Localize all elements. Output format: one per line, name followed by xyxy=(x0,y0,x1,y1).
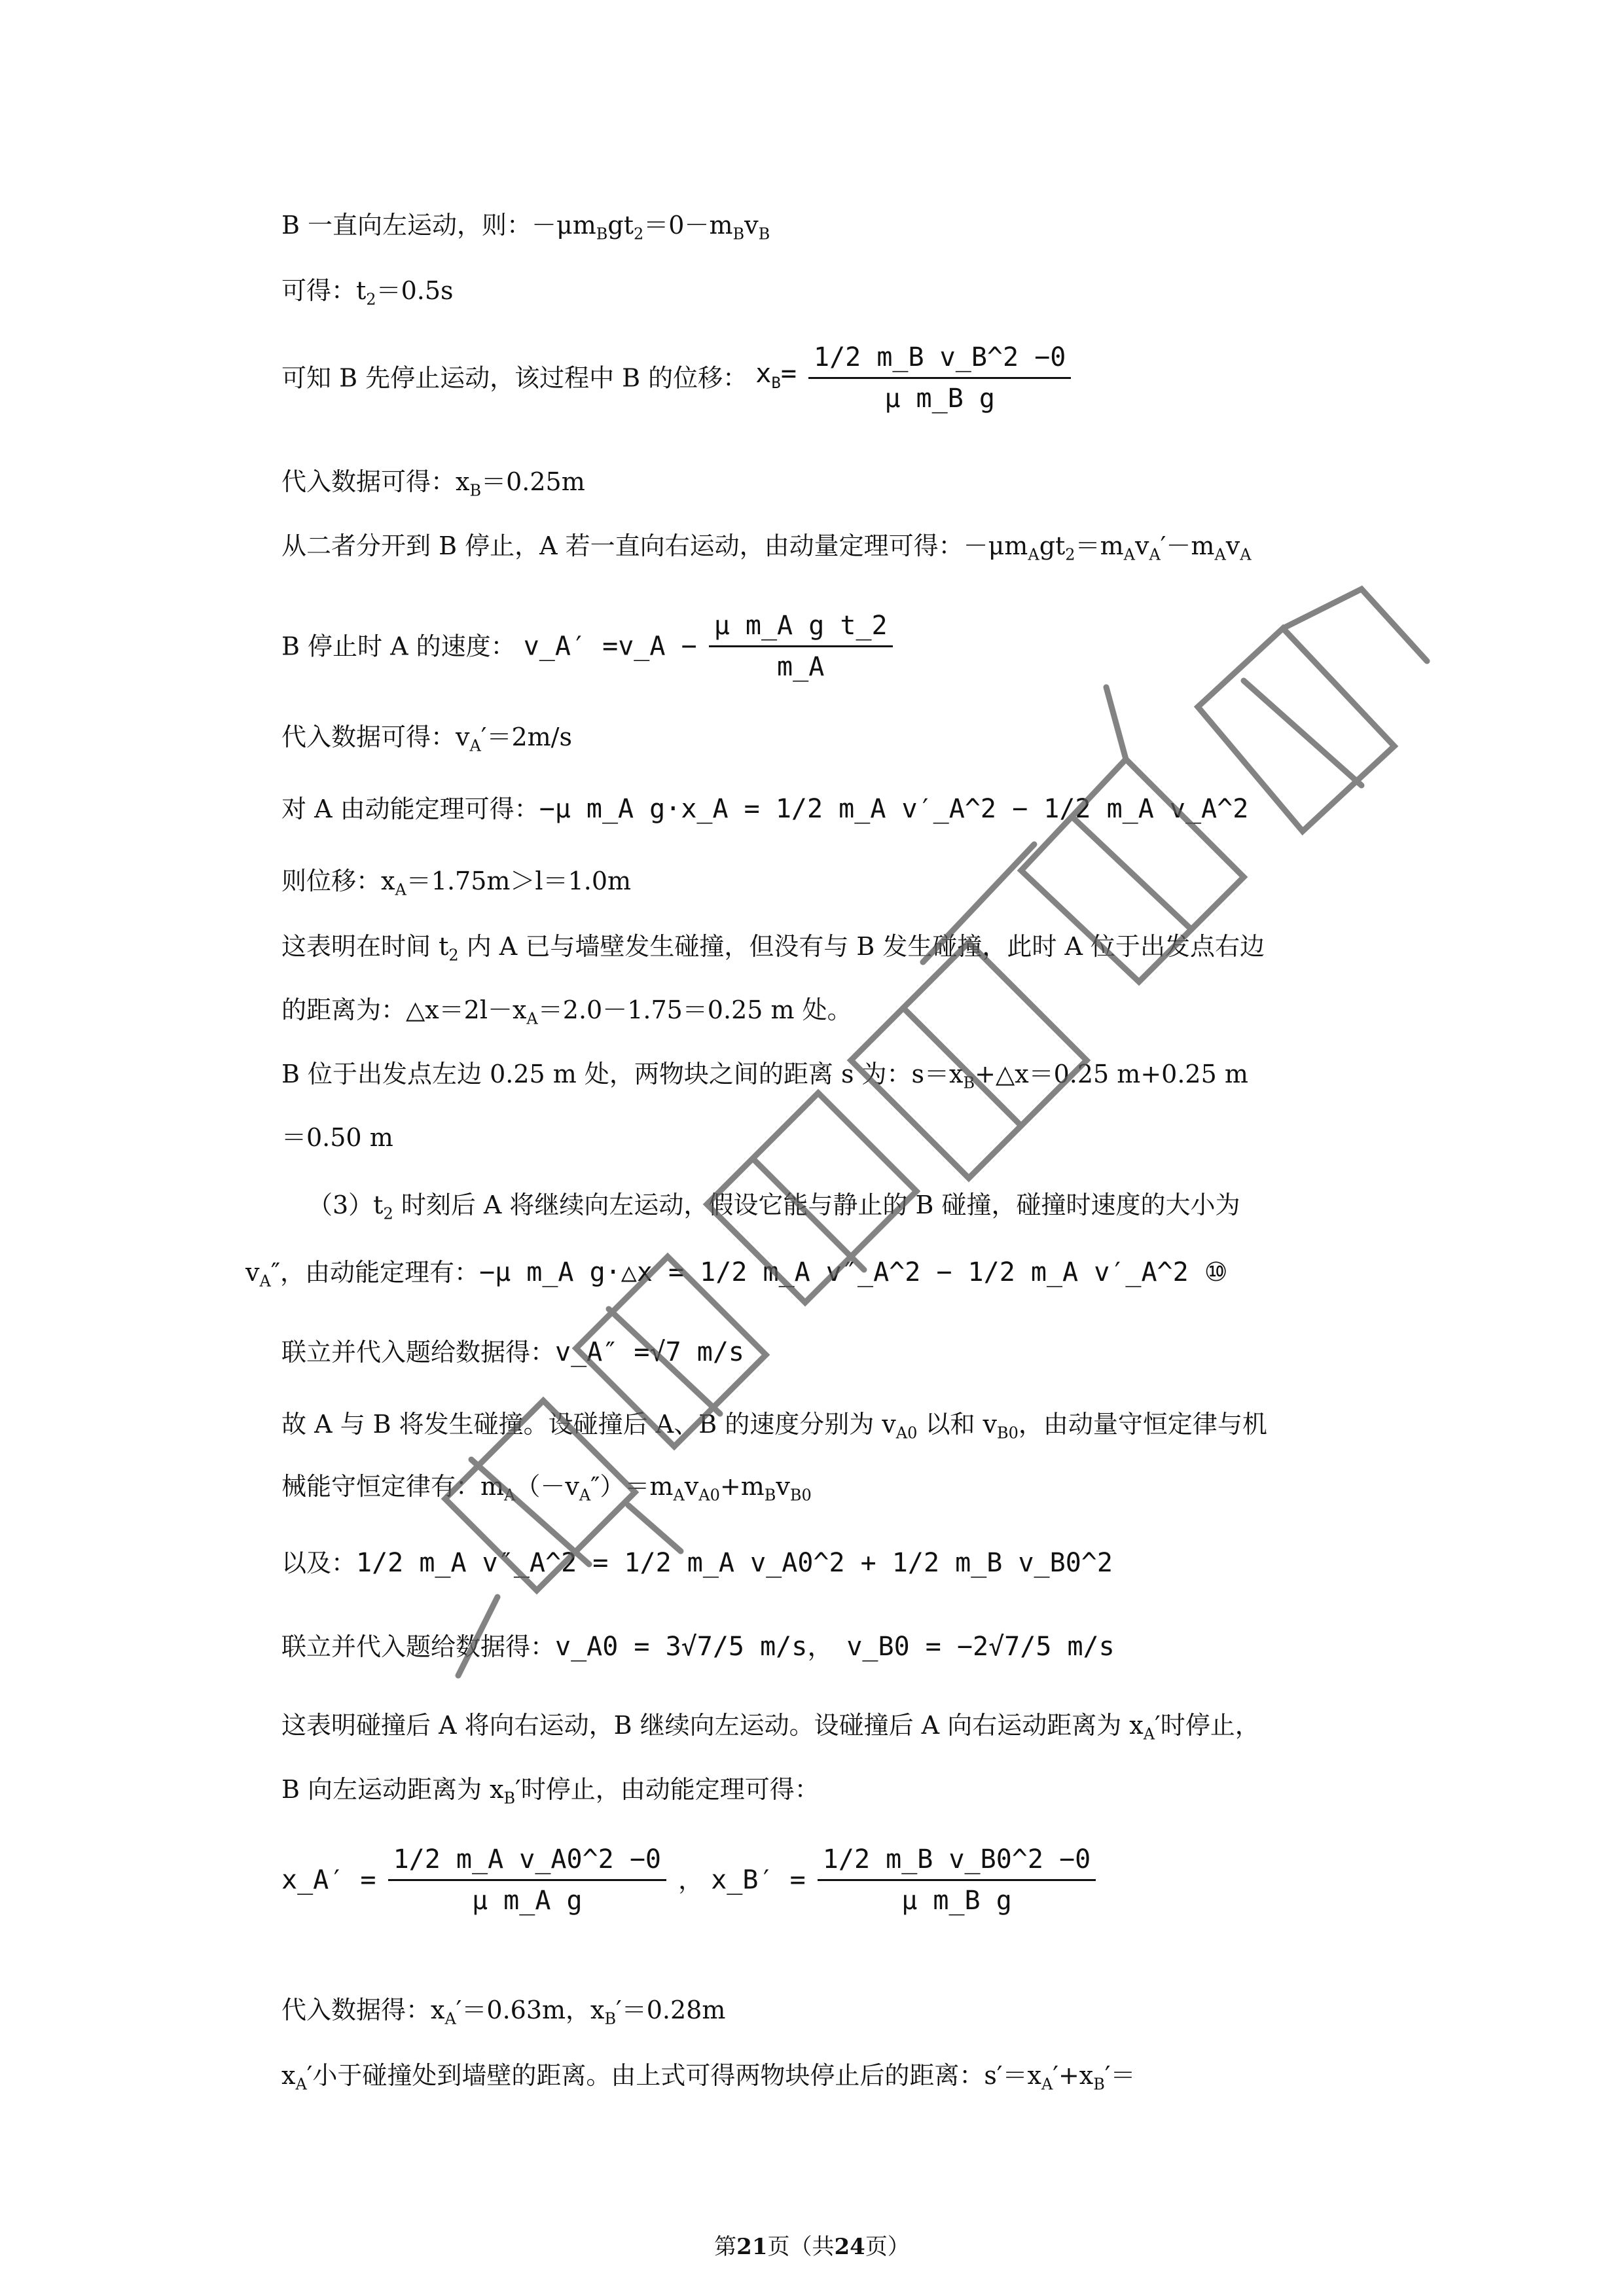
text-line-19: 以及：1/2 m_A v″_A^2 = 1/2 m_A v_A0^2 + 1/2 m_B v_B0^2 xyxy=(281,1548,1113,1578)
text-line-12: B 位于出发点左边 0.25 m 处，两物块之间的距离 s 为：$s=x_B+\triangle x=0.25$ m+0.25 m xyxy=(281,1060,1248,1092)
fraction-xb: $\frac{\text{1/2 m\_B v\_B\textasciicircum{}2 −0}}{\text{μ m\_B g}}$ xyxy=(808,340,1071,416)
text-line-20: 联立并代入题给数据得：v_A0 = 3√7/5 m/s， v_B0 = −2√7/5 m/s xyxy=(281,1632,1115,1662)
text-line-7: 代入数据可得：$v_A'=2m/s$ xyxy=(281,723,572,755)
text-line-25: $x_A'$小于碰撞处到墙壁的距离。由上式可得两物块停止后的距离：$s'=x_A'+x_B'=$ xyxy=(281,2061,1136,2094)
text-line-10: 这表明在时间 $t_2$ 内 A 已与墙壁发生碰撞，但没有与 B 发生碰撞，此时 A 位于出发点右边 xyxy=(281,932,1265,965)
text-line-11: 的距离为：$\triangle x=2l-x_A=2.0-1.75=0.25$ m 处。 xyxy=(281,996,852,1028)
page-footer: 第21页（共24页） xyxy=(714,2234,910,2260)
page-number: 21 xyxy=(736,2234,768,2260)
fraction-xb-prime: $\frac{\text{1/2 m\_B v\_B0\textasciicircum{}2 −0}}{\text{μ m\_B g}}$ xyxy=(818,1842,1096,1918)
text-line-17: 故 A 与 B 将发生碰撞。设碰撞后 A、B 的速度分别为 $v_{A0}$ 以和 $v_{B0}$，由动量守恒定律与机 xyxy=(281,1410,1267,1443)
fraction-xa-prime: $\frac{\text{1/2 m\_A v\_A0\textasciicircum{}2 −0}}{\text{μ m\_A g}}$ xyxy=(388,1842,666,1918)
text-line-16: 联立并代入题给数据得：v_A″ =√7 m/s xyxy=(281,1337,744,1367)
text-line-18: 械能守恒定律有：$m_A(-v_A'')=m_Av_{A0}+m_Bv_{B0}$ xyxy=(281,1472,812,1505)
text-line-24: 代入数据得：$x_A'=0.63m$，$x_B'=0.28m$ xyxy=(281,1996,726,2028)
text-line-22: B 向左运动距离为 $x_B'$时停止，由动能定理可得： xyxy=(281,1775,820,1808)
text-line-5: 从二者分开到 B 停止，A 若一直向右运动，由动量定理可得：$-\mu m_Agt_2=m_Av_A'-m_Av_A$ xyxy=(281,531,1252,564)
page-total: 24 xyxy=(834,2234,865,2260)
text-line-3: 可知 B 先停止运动，该过程中 B 的位移： $x_B=$ $\frac{\text{1/2 m\_B v\_B\textasciicircum{}2 −0}}{\text{μ m\_B g}}$ xyxy=(281,340,1075,416)
text-line-6: B 停止时 A 的速度： v_A′ =v_A − $\frac{\text{μ m\_A g t\_2}}{m\_A}$ xyxy=(281,609,897,684)
text-line-13: ＝0.50 m xyxy=(281,1123,393,1152)
text-line-1: B 一直向左运动，则：$-\mu m_Bgt_2=0-m_Bv_B$ xyxy=(281,211,770,243)
text-line-14: $(3)t_2$ 时刻后 A 将继续向左运动，假设它能与静止的 B 碰撞，碰撞时速度的大小为 xyxy=(308,1191,1240,1223)
text-line-9: 则位移：$x_A=1.75m>l=1.0m$ xyxy=(281,867,632,899)
text-line-4: 代入数据可得：$x_B=0.25m$ xyxy=(281,467,585,500)
text-line-21: 这表明碰撞后 A 将向右运动，B 继续向左运动。设碰撞后 A 向右运动距离为 $x_A'$时停止， xyxy=(281,1711,1260,1744)
text-line-15: $v_A''$，由动能定理有：−μ m_A g·△x = 1/2 m_A v″_A^2 − 1/2 m_A v′_A^2 ⑩ xyxy=(245,1257,1228,1291)
text-line-2: 可得：$t_2=0.5s$ xyxy=(281,276,454,309)
text-line-23: x_A′ = $\frac{\text{1/2 m\_A v\_A0\textasciicircum{}2 −0}}{\text{μ m\_A g}}$ ， x_B′ = $\frac{\text{1/2 m\_B v\_B0\textasciicircum{}2 −0}}{\text{μ m\_B g}}$ xyxy=(281,1842,1100,1918)
text-line-8: 对 A 由动能定理可得：−μ m_A g·x_A = 1/2 m_A v′_A^2 − 1/2 m_A v_A^2 xyxy=(281,794,1249,824)
fraction-va-prime: $\frac{\text{μ m\_A g t\_2}}{m\_A}$ xyxy=(709,609,893,684)
